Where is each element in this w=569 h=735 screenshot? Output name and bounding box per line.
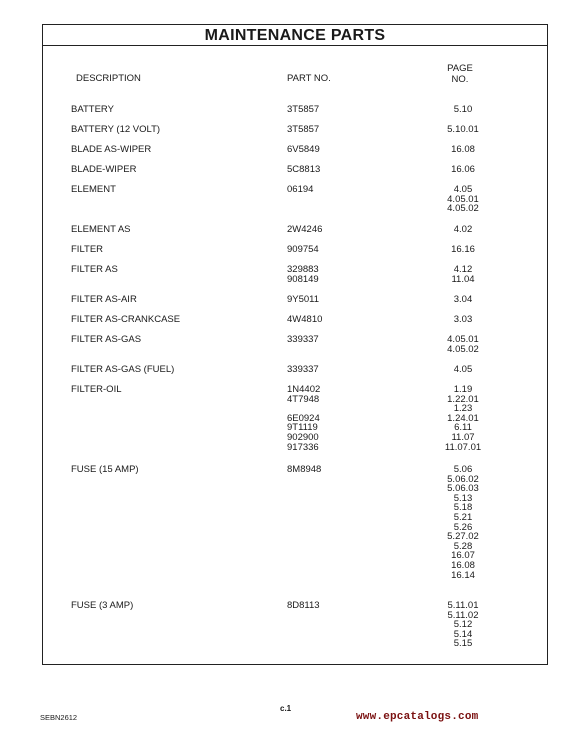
page-number-cell — [428, 385, 498, 452]
page-reference: 16.08 — [451, 144, 475, 155]
part-number-cell — [287, 165, 320, 175]
page-reference: 5.26 — [453, 521, 473, 533]
page-reference: 4.12 — [453, 264, 473, 275]
part-number: 6V5849 — [287, 144, 320, 155]
page-reference: 5.12 — [453, 619, 473, 631]
part-number-cell — [287, 385, 320, 452]
part-number-cell — [287, 225, 322, 235]
page-reference: 1.23 — [453, 403, 473, 415]
page-reference: 4.02 — [453, 224, 473, 235]
part-number: 917336 — [287, 441, 319, 453]
part-description: FILTER AS-CRANKCASE — [71, 314, 181, 325]
page-number-cell — [428, 315, 498, 325]
page-reference: 5.11.01 — [447, 600, 479, 611]
page-reference: 5.15 — [453, 638, 473, 650]
parts-table-frame — [42, 24, 548, 665]
header-page-line1: PAGE — [447, 63, 473, 74]
page-number-cell — [428, 465, 498, 580]
page-reference: 4.05.02 — [447, 343, 479, 355]
page-number-cell — [428, 145, 498, 155]
parts-list — [43, 25, 547, 664]
part-number: 9T1119 — [287, 422, 318, 434]
page-reference: 4.05 — [453, 184, 473, 195]
part-description: ELEMENT AS — [71, 224, 131, 235]
page-reference: 6.11 — [454, 422, 472, 434]
page-reference: 5.18 — [453, 502, 473, 514]
part-number-cell — [287, 465, 321, 475]
page-reference: 16.08 — [451, 559, 475, 571]
part-number: 908149 — [287, 273, 319, 285]
part-number: 4T7948 — [287, 393, 320, 405]
page-reference: 11.07 — [451, 431, 475, 443]
part-description: FILTER-OIL — [71, 384, 122, 395]
page-reference: 4.05 — [453, 364, 473, 375]
part-description: FILTER — [71, 244, 104, 255]
watermark: www.epcatalogs.com — [356, 711, 479, 723]
part-number: 8M8948 — [287, 464, 322, 475]
page-number-cell — [428, 601, 498, 649]
page-reference: 16.07 — [451, 550, 475, 562]
page-reference: 5.21 — [453, 511, 473, 523]
part-number: 339337 — [287, 364, 319, 375]
page-reference: 11.07.01 — [444, 441, 482, 453]
part-number: 902900 — [287, 431, 319, 443]
page-reference: 16.06 — [451, 164, 475, 175]
part-number: 9Y5011 — [287, 294, 320, 305]
page-reference: 4.05.02 — [447, 203, 479, 215]
part-number: 6E0924 — [287, 412, 320, 424]
part-number: 2W4246 — [287, 224, 323, 235]
part-description: BATTERY — [71, 104, 114, 115]
page-number-cell — [428, 265, 498, 284]
page-reference: 1.19 — [453, 384, 473, 395]
page-reference: 11.04 — [451, 273, 475, 285]
header-page-line2: NO. — [451, 74, 469, 85]
page-number-cell — [428, 105, 498, 115]
part-number-cell — [287, 295, 319, 305]
page-reference: 5.28 — [453, 540, 473, 552]
part-number-cell — [287, 315, 322, 325]
page-number-cell — [428, 335, 498, 354]
part-number-cell — [287, 601, 320, 611]
page-number-cell — [428, 125, 498, 135]
document-code: SEBN2612 — [40, 713, 78, 722]
page-reference: 3.04 — [453, 294, 473, 305]
part-number: 4W4810 — [287, 314, 323, 325]
part-number-cell — [287, 335, 319, 345]
part-number-cell — [287, 125, 319, 135]
part-description: FILTER AS-GAS (FUEL) — [71, 364, 175, 375]
part-description: BATTERY (12 VOLT) — [71, 124, 161, 135]
page-reference: 16.14 — [451, 569, 475, 581]
page-reference: 5.14 — [453, 628, 473, 640]
page-reference: 5.10.01 — [447, 124, 479, 135]
page-reference: 5.06 — [453, 464, 473, 475]
page-reference: 5.10 — [453, 104, 473, 115]
part-number: 329883 — [287, 264, 319, 275]
part-number: 909754 — [287, 244, 319, 255]
part-number: 3T5857 — [287, 124, 320, 135]
part-number: 06194 — [287, 184, 314, 195]
page-reference: 1.24.01 — [447, 412, 479, 424]
page-reference: 1.22.01 — [447, 393, 479, 405]
part-description: FUSE (3 AMP) — [71, 600, 134, 611]
header-description: DESCRIPTION — [76, 73, 141, 84]
page-number-cell — [428, 185, 498, 214]
page-reference: 3.03 — [453, 314, 473, 325]
page-reference: 4.05.01 — [447, 334, 479, 345]
part-number-cell — [287, 265, 319, 284]
page-number: c.1 — [280, 704, 292, 713]
page-reference: 16.16 — [451, 244, 475, 255]
page-number-cell — [428, 245, 498, 255]
page-reference: 4.05.01 — [447, 193, 479, 205]
part-number: 8D8113 — [287, 600, 320, 611]
page-number-cell — [428, 295, 498, 305]
part-number: 3T5857 — [287, 104, 320, 115]
page-reference: 5.11.02 — [447, 609, 479, 621]
part-description: FUSE (15 AMP) — [71, 464, 139, 475]
part-description: ELEMENT — [71, 184, 116, 195]
part-description: FILTER AS-AIR — [71, 294, 137, 305]
part-description: BLADE AS-WIPER — [71, 144, 152, 155]
page-reference: 5.06.02 — [447, 473, 479, 485]
page-number-cell — [428, 165, 498, 175]
part-description: FILTER AS-GAS — [71, 334, 142, 345]
part-description: FILTER AS — [71, 264, 118, 275]
page-reference: 5.27.02 — [447, 531, 479, 543]
part-number: 1N4402 — [287, 384, 321, 395]
part-number: 339337 — [287, 334, 319, 345]
page-reference: 5.13 — [453, 492, 473, 504]
part-number-cell — [287, 365, 319, 375]
part-number: 5C8813 — [287, 164, 321, 175]
part-number-cell — [287, 145, 320, 155]
page-number-cell — [428, 225, 498, 235]
page-number-cell — [428, 365, 498, 375]
page-title: MAINTENANCE PARTS — [43, 25, 547, 46]
part-description: BLADE-WIPER — [71, 164, 137, 175]
part-number-cell — [287, 245, 319, 255]
header-part-no: PART NO. — [287, 73, 331, 84]
part-number-cell — [287, 105, 319, 115]
page-reference: 5.06.03 — [447, 483, 479, 495]
part-number-cell — [287, 185, 313, 195]
